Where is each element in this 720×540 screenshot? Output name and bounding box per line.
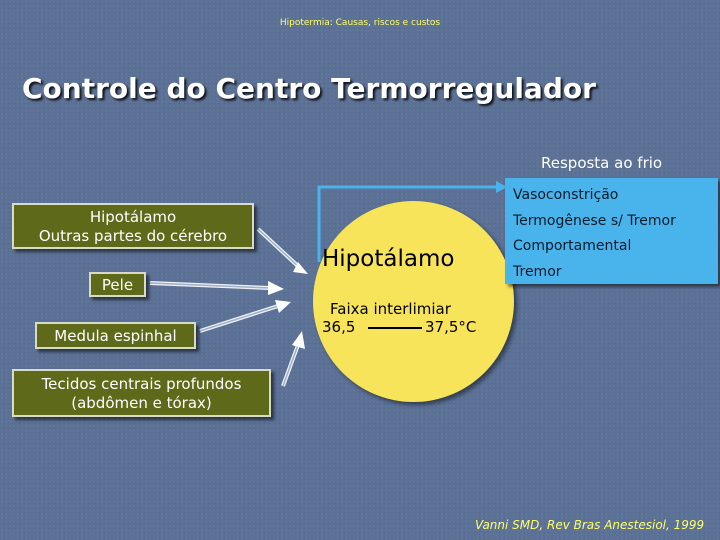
arrow-pele	[150, 283, 270, 288]
range-line	[368, 327, 422, 329]
response-box	[505, 178, 718, 284]
arrow-pele-head	[268, 281, 284, 295]
input-box-tecidos	[12, 369, 271, 417]
range-high: 37,5°C	[425, 318, 477, 336]
arrow-tecidos	[283, 345, 298, 386]
arrow-medula	[200, 306, 278, 331]
arrow-hipotalamo	[258, 229, 300, 268]
input-label-line: Tecidos centrais profundos	[41, 375, 242, 393]
input-box-hipotalamo	[12, 203, 254, 249]
input-label-line: Medula espinhal	[54, 327, 177, 345]
slide-title: Controle do Centro Termorregulador	[22, 72, 596, 105]
response-item: Vasoconstrição	[513, 187, 619, 203]
input-label-line: (abdômen e tórax)	[71, 394, 212, 412]
slide-header: Hipotermia: Causas, riscos e custos	[279, 18, 441, 28]
citation: Vanni SMD, Rev Bras Anestesiol, 1999	[475, 518, 705, 532]
input-label-line: Outras partes do cérebro	[38, 227, 228, 245]
response-label: Resposta ao frio	[541, 154, 663, 172]
arrow-medula-head	[275, 300, 291, 313]
input-box-pele	[89, 272, 146, 297]
input-label-line: Hipotálamo	[89, 208, 177, 226]
input-box-medula	[35, 322, 196, 349]
response-item: Comportamental	[513, 238, 632, 254]
circle-title: Hipotálamo	[322, 246, 455, 272]
arrow-tecidos-head	[292, 331, 305, 349]
input-label-line: Pele	[101, 276, 134, 294]
response-item: Tremor	[513, 263, 562, 280]
response-item: Termogênese s/ Tremor	[513, 212, 676, 229]
range-label: Faixa interlimiar	[330, 300, 451, 318]
range-low: 36,5	[322, 318, 356, 336]
